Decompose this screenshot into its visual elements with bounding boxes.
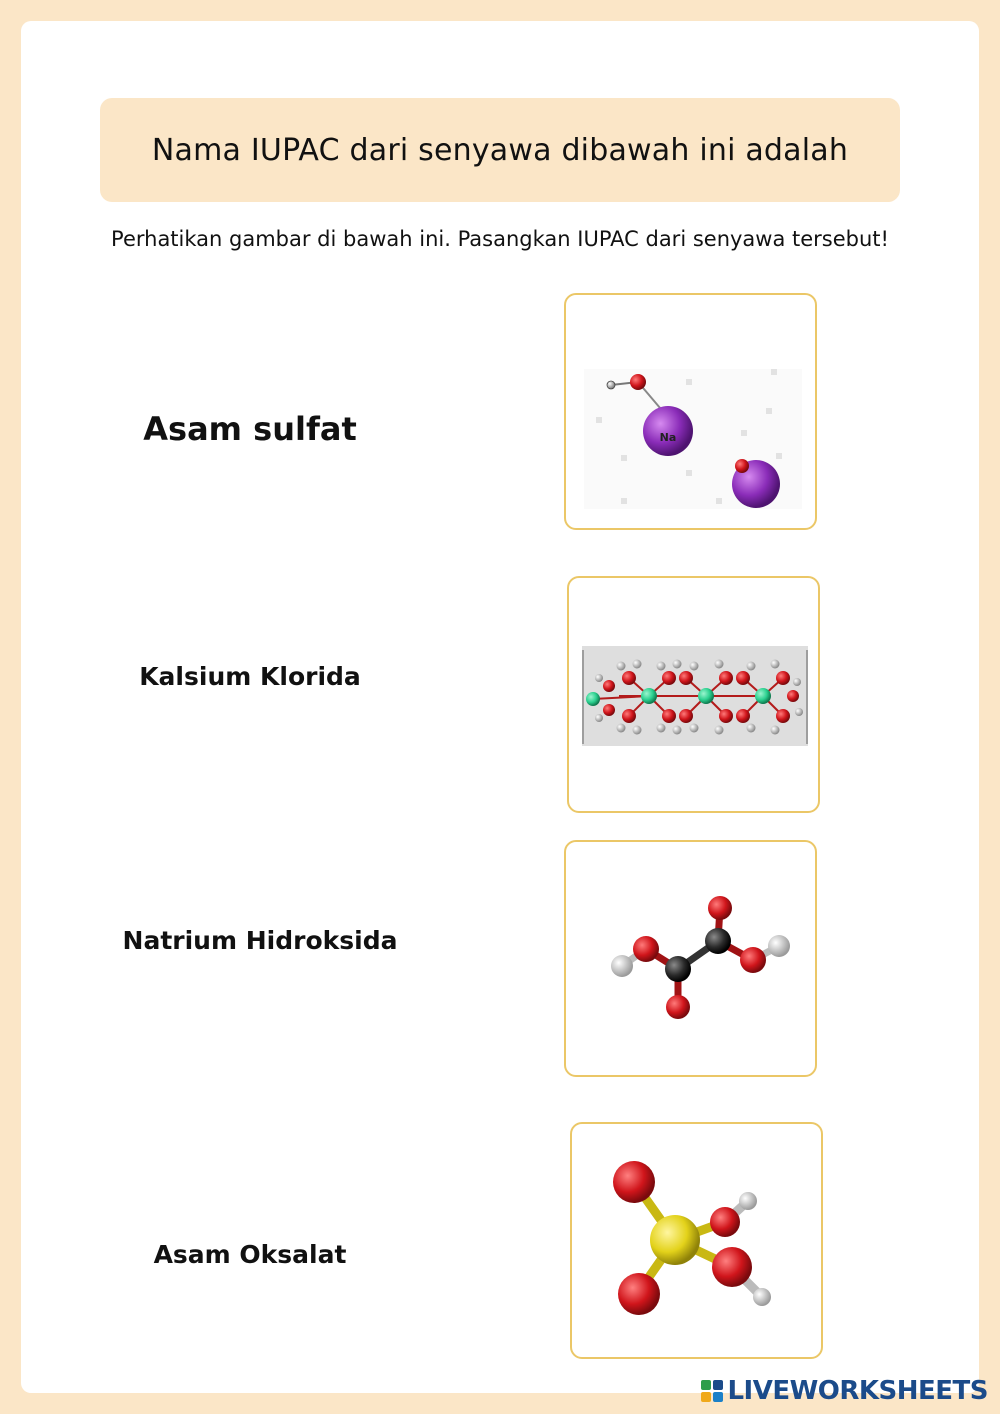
liveworksheets-logo [701, 1376, 988, 1406]
instruction-text: Perhatikan gambar di bawah ini. Pasangkan IUPAC dari senyawa tersebut! [111, 227, 889, 251]
na-atom-label: Na [659, 431, 677, 444]
oxalic-acid-molecule-image [566, 842, 817, 1077]
sulfuric-acid-molecule-image [572, 1124, 823, 1359]
image-card-3[interactable] [564, 840, 817, 1077]
naoh-molecule-image [566, 295, 817, 530]
image-card-1[interactable] [564, 293, 817, 530]
image-card-4[interactable] [570, 1122, 823, 1359]
image-card-2[interactable] [567, 576, 820, 813]
title-banner [100, 98, 900, 202]
label-natrium-hidroksida[interactable]: Natrium Hidroksida [122, 926, 398, 955]
label-asam-sulfat[interactable]: Asam sulfat [143, 410, 357, 448]
calcium-chloride-crystal-image [569, 578, 820, 813]
liveworksheets-logo-icon [701, 1380, 723, 1402]
page-title: Nama IUPAC dari senyawa dibawah ini adalah [151, 132, 849, 168]
brand-text: LIVEWORKSHEETS [727, 1376, 988, 1406]
label-asam-oksalat[interactable]: Asam Oksalat [153, 1240, 347, 1269]
label-kalsium-klorida[interactable]: Kalsium Klorida [139, 662, 361, 691]
